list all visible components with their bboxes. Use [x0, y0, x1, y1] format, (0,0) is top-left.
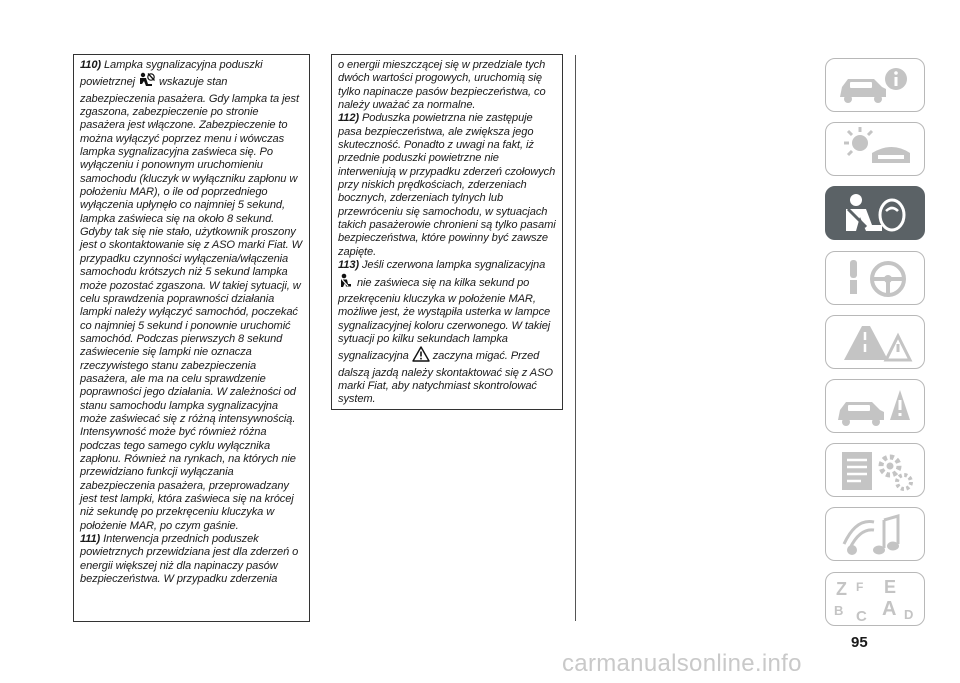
svg-text:F: F [856, 579, 864, 594]
seatbelt-warning-icon [338, 273, 354, 293]
tab-car-emergency[interactable] [825, 379, 925, 433]
note-113-text-b: nie zaświeca się na kilka sekund po przekręceniu kluczyka w położenie MAR, możliwe jest, że wystąpiła usterka w lampce sygnalizacyjnej koloru czerwonego. W takiej sytuacji po kilku sekundach lampka sygnalizacyjna [338, 276, 551, 363]
note-112 [338, 112, 556, 259]
tab-safety[interactable] [825, 186, 925, 240]
note-110 [80, 59, 303, 533]
note-110-text-a: Lampka sygnalizacyjna poduszki [103, 59, 263, 71]
column-divider [575, 55, 576, 621]
key-steering-wheel-icon [826, 252, 926, 306]
tab-car-info[interactable] [825, 58, 925, 112]
maintenance-gear-icon [826, 444, 926, 498]
chapter-tabs [825, 58, 927, 636]
svg-text:A: A [882, 597, 897, 620]
passenger-airbag-off-icon [138, 72, 156, 92]
tab-index[interactable] [825, 572, 925, 626]
svg-text:D: D [904, 606, 914, 622]
note-113-text-c: zaczyna migać. Przed dalszą jazdą należy skontaktować się z ASO marki Fiat, aby natychmiast skontrolować system. [338, 350, 553, 406]
note-111 [80, 533, 303, 586]
seatbelt-airbag-icon [826, 187, 926, 241]
alphabetical-index-icon [826, 573, 926, 627]
svg-text:Z: Z [836, 578, 847, 599]
svg-text:B: B [834, 602, 844, 618]
tab-maintenance[interactable] [825, 443, 925, 497]
tab-multimedia[interactable] [825, 507, 925, 561]
road-warning-icon [826, 316, 926, 370]
svg-text:E: E [884, 576, 897, 597]
multimedia-music-icon [826, 508, 926, 562]
page-number: 95 [851, 634, 868, 651]
note-113 [338, 259, 556, 406]
note-110-text-b: powietrznej [80, 76, 136, 89]
text-column-right [331, 54, 563, 410]
car-emergency-icon [826, 380, 926, 434]
note-number-111: 111) [80, 533, 101, 546]
warning-triangle-icon [412, 346, 430, 366]
note-number-110: 110) [80, 59, 101, 71]
dashboard-lights-icon [826, 123, 926, 177]
note-112-text: Poduszka powietrzna nie zastępuje pasa bezpieczeństwa, ale zwiększa jego skuteczność. Ponadto z uwagi na fakt, iż przednie poduszki powietrzne nie interweniują w przypadku zderzeń czołowych przy niskich prędkościach, zderzeniach bocznych, zderzeniach tylnych lub przewróceniu się samochodu, w sytuacjach takich pasażerowie chronieni są tylko pasami bezpieczeństwa, które powinny być zawsze zapięte. [338, 112, 556, 258]
note-number-112: 112) [338, 112, 359, 125]
svg-text:C: C [856, 607, 867, 625]
note-111-continued: o energii mieszczącej się w przedziale tych dwóch wartości progowych, uruchomią się tylko napinacze pasów bezpieczeństwa, co należy uważać za normalne. [338, 59, 546, 112]
note-number-113: 113) [338, 259, 359, 272]
tab-dashboard-lights[interactable] [825, 122, 925, 176]
note-113-text-a: Jeśli czerwona lampka sygnalizacyjna [361, 259, 546, 272]
note-110-text-c: wskazuje stan [158, 76, 228, 89]
watermark-text: carmanualsonline.info [562, 650, 802, 677]
note-110-text-d: zabezpieczenia pasażera. Gdy lampka ta jest zgaszona, zabezpieczenie po stronie pasażera jest włączone. Zabezpieczenie to można wyłączyć poprzez menu i wówczas lampka sygnalizacyjna zaświeca się. Po wyłączeniu i ponownym uruchomieniu samochodu (kluczyk w wyłączniku zapłonu w położeniu MAR), o ile od poprzedniego wyłączenia upłynęło co najmniej 5 sekund, lampka zaświeca się na około 8 sekund. Gdyby tak się nie stało, użytkownik proszony jest o skontaktowanie się z ASO marki Fiat. W przypadku czynności wyłączenia/włączenia samochodu krótszych niż 5 sekund lampka może pozostać zgaszona. W takiej sytuacji, w celu sprawdzenia poprawności działania lampki należy wyłączyć samochód, poczekać co najmniej 5 sekund i ponownie uruchomić samochód. Podczas pierwszych 8 sekund zaświecenie się lampki nie oznacza rzeczywistego stanu zabezpieczenia pasażera, ale ma na celu sprawdzenie poprawności jego działania. W zależności od stanu samochodu lampka sygnalizacyjna może zaświecać się z różną intensywnością. Intensywność może być również różna podczas tego samego cyklu wyłącznika zapłonu. Również na rynkach, na których nie przewidziano funkcji wyłączania zabezpieczenia pasażera, przeprowadzany jest test lampki, która zaświeca się na krócej niż sekundę po przekręceniu kluczyka w położenie MAR, po czym gaśnie. [80, 92, 302, 532]
car-info-icon [826, 59, 926, 113]
tab-emergency[interactable] [825, 315, 925, 369]
tab-starting-driving[interactable] [825, 251, 925, 305]
note-111-text: Interwencja przednich poduszek powietrznych przewidziana jest dla zderzeń o energii większej niż dla napinaczy pasów bezpieczeństwa. W przypadku zderzenia [80, 533, 299, 586]
text-column-left [73, 54, 310, 622]
